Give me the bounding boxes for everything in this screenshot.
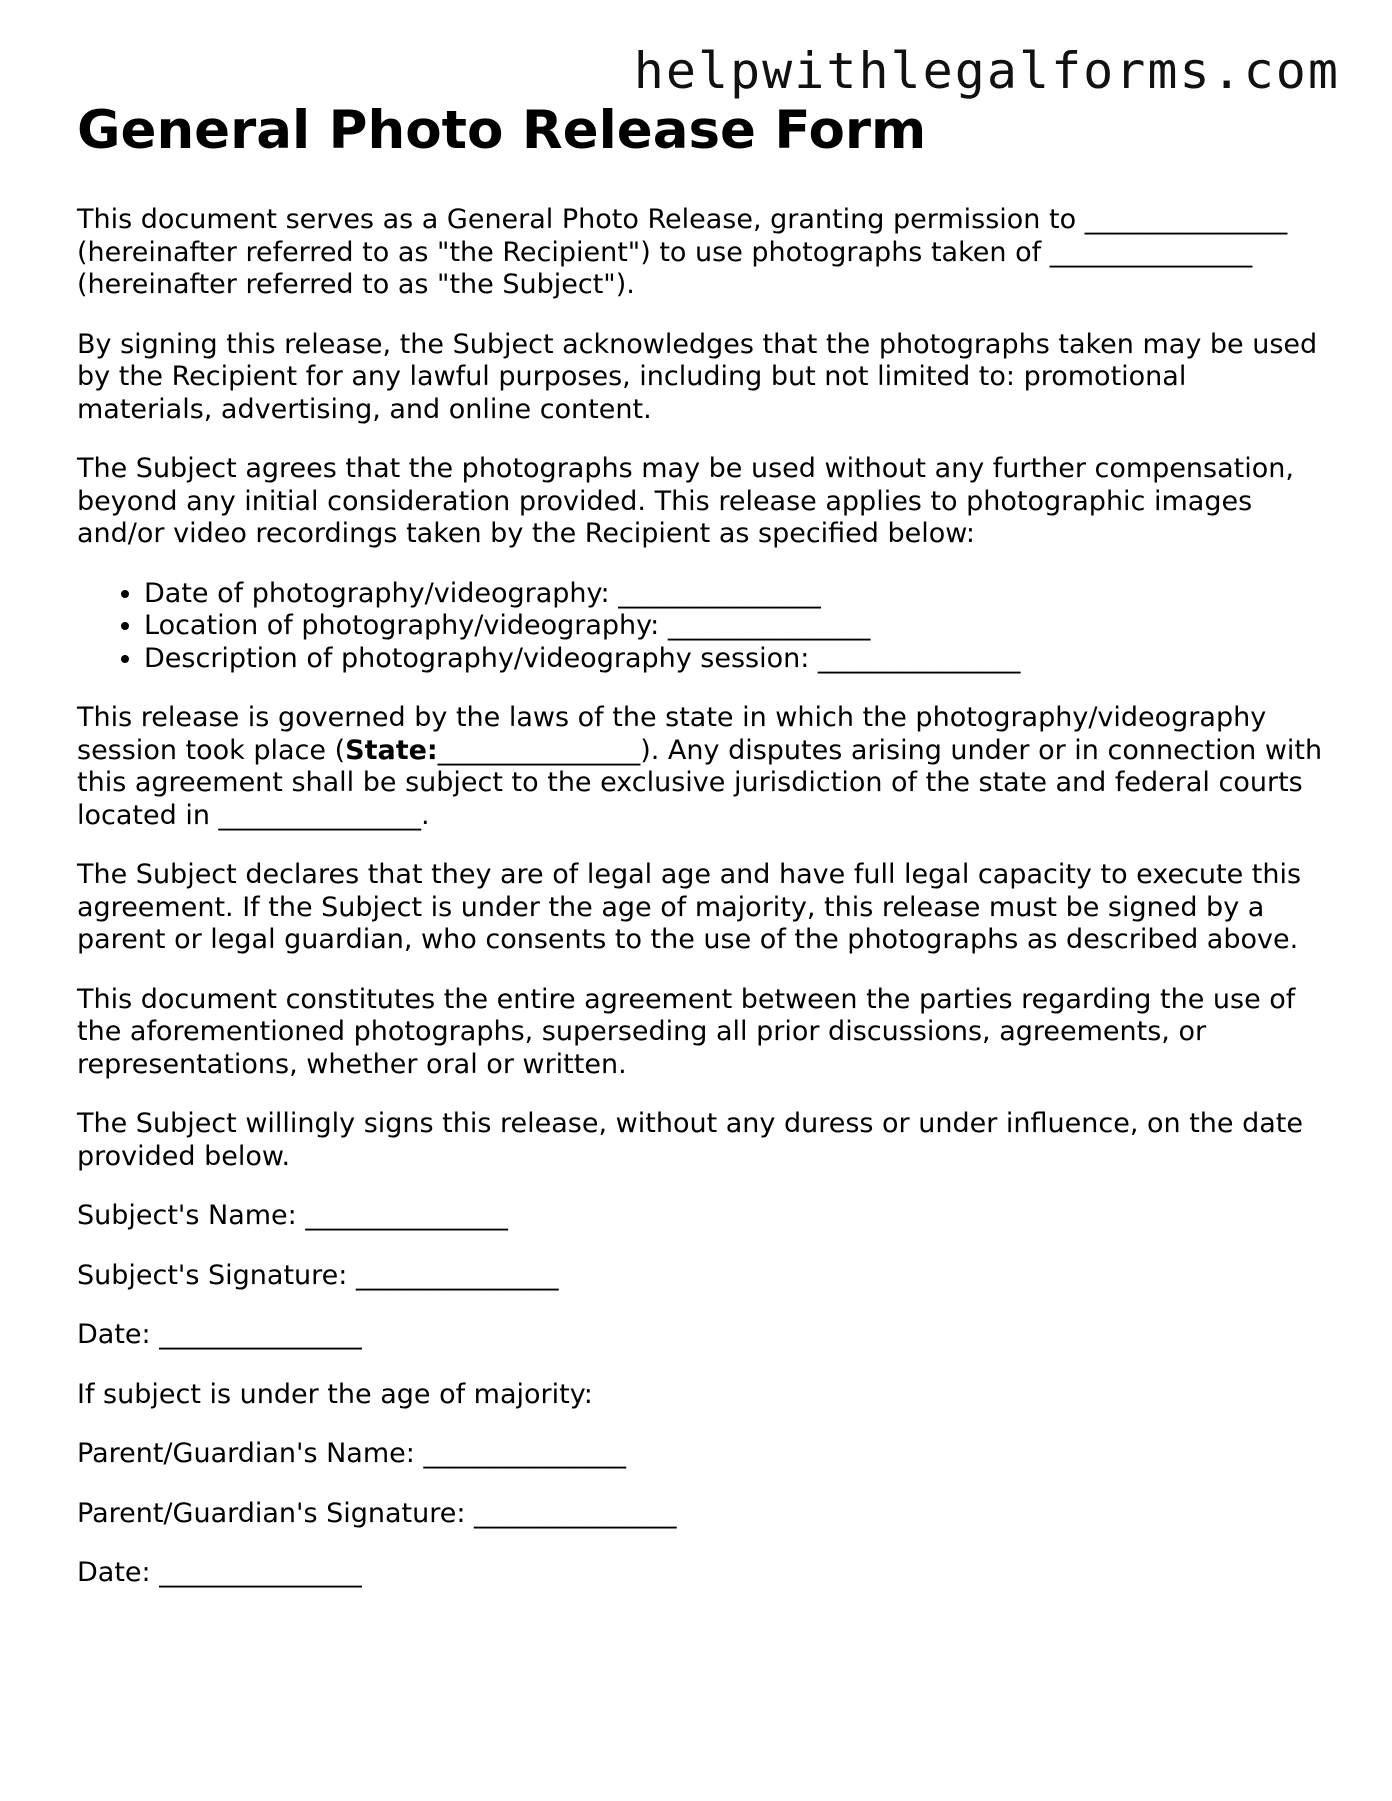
guardian-signature-blank: _______________ [474,1497,677,1529]
governing-law-paragraph: This release is governed by the laws of the state in which the photography/videography session took place (State:_______________). Any disputes arising under or in connection with this agreement shall be subject to the exclusive jurisdiction of the state and federal courts located in _______________. [77,702,1323,831]
date-blank: _______________ [618,577,821,609]
list-item: • Location of photography/videography: _______________ [144,610,1327,643]
guardian-date-blank: _______________ [159,1557,362,1588]
subject-blank: _______________ [1049,236,1253,268]
subject-signature-line: Subject's Signature: _______________ [77,1259,559,1291]
willing-signature-paragraph: The Subject willingly signs this release, without any duress or under influence, on the date provided below. [77,1108,1303,1172]
signature-section [77,1200,1327,1590]
entire-agreement-paragraph: This document constitutes the entire agreement between the parties regarding the use of the aforementioned photographs, superseding all prior discussions, agreements, or representations, whether oral or written. [77,983,1296,1080]
subject-name-line: Subject's Name: _______________ [77,1200,508,1231]
usage-paragraph: By signing this release, the Subject acknowledges that the photographs taken may be used by the Recipient for any lawful purposes, including but not limited to: promotional materials, advertising, and online content. [77,328,1318,425]
subject-signature-blank: _______________ [355,1259,559,1291]
subject-date-line: Date: _______________ [77,1319,362,1350]
guardian-date-line: Date: _______________ [77,1557,362,1588]
intro-paragraph: This document serves as a General Photo Release, granting permission to _______________ (hereinafter referred to as "the Recipient") to use photographs taken of _______________ (hereinafter referred to as "the Subject"). [77,204,1288,300]
subject-name-blank: _______________ [305,1200,508,1231]
guardian-name-line: Parent/Guardian's Name: _______________ [77,1438,626,1469]
minor-note: If subject is under the age of majority: [77,1378,593,1410]
list-item: • Description of photography/videography session: _______________ [144,643,1327,676]
court-location-blank: _______________ [218,799,422,831]
state-label: State: [345,734,438,766]
site-watermark: helpwithlegalforms.com [633,42,1340,100]
location-blank: _______________ [667,610,871,641]
state-blank: _______________ [437,734,641,766]
compensation-paragraph: The Subject agrees that the photographs may be used without any further compensation, beyond any initial consideration provided. This release applies to photographic images and/or video recordings taken by the Recipient as specified below: [77,453,1294,549]
subject-date-blank: _______________ [159,1319,362,1350]
guardian-signature-line: Parent/Guardian's Signature: _______________ [77,1497,677,1529]
document [77,96,1327,1617]
legal-age-paragraph: The Subject declares that they are of legal age and have full legal capacity to execute this agreement. If the Subject is under the age of majority, this release must be signed by a parent or legal guardian, who consents to the use of the photographs as described above. [77,859,1302,955]
description-blank: _______________ [817,642,1021,674]
guardian-name-blank: _______________ [423,1438,626,1469]
list-item: • Date of photography/videography: _______________ [144,578,1327,611]
session-details-list [77,578,1327,676]
document-title: General Photo Release Form [77,100,927,161]
recipient-blank: _______________ [1084,204,1288,235]
